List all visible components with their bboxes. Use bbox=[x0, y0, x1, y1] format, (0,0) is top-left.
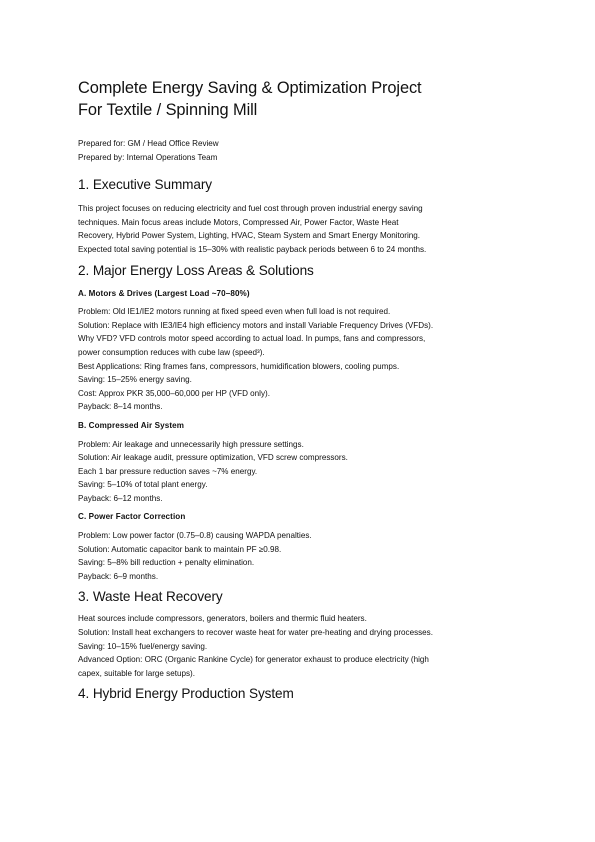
section-hybrid-energy bbox=[78, 685, 523, 703]
paragraph bbox=[78, 438, 523, 506]
text-line: Each 1 bar pressure reduction saves ~7% energy. bbox=[78, 466, 258, 476]
text-line: Recovery, Hybrid Power System, Lighting, HVAC, Steam System and Smart Energy Monitoring. bbox=[78, 231, 421, 241]
title-line-1: Complete Energy Saving & Optimization Project bbox=[78, 79, 422, 97]
text-line: Solution: Install heat exchangers to recover waste heat for water pre-heating and drying processes. bbox=[78, 628, 433, 638]
paragraph bbox=[78, 202, 523, 256]
text-line: capex, suitable for large setups). bbox=[78, 668, 195, 678]
prepared-for: Prepared for: GM / Head Office Review bbox=[78, 139, 219, 148]
text-line: This project focuses on reducing electricity and fuel cost through proven industrial energy saving bbox=[78, 204, 423, 214]
section-heading: 3. Waste Heat Recovery bbox=[78, 589, 223, 605]
text-line: Problem: Old IE1/IE2 motors running at fixed speed even when full load is not required. bbox=[78, 307, 391, 317]
text-line: Heat sources include compressors, generators, boilers and thermic fluid heaters. bbox=[78, 614, 367, 624]
paragraph bbox=[78, 529, 523, 583]
text-line: Saving: 10–15% fuel/energy saving. bbox=[78, 641, 208, 651]
text-line: Saving: 15–25% energy saving. bbox=[78, 375, 192, 385]
section-executive-summary bbox=[78, 176, 523, 256]
text-line: Payback: 8–14 months. bbox=[78, 402, 163, 412]
text-line: Advanced Option: ORC (Organic Rankine Cycle) for generator exhaust to produce electricity (high bbox=[78, 655, 429, 665]
text-line: Cost: Approx PKR 35,000–60,000 per HP (VFD only). bbox=[78, 388, 270, 398]
subsection-heading: A. Motors & Drives (Largest Load ~70–80%) bbox=[78, 288, 250, 298]
text-line: techniques. Main focus areas include Motors, Compressed Air, Power Factor, Waste Heat bbox=[78, 217, 399, 227]
text-line: power consumption reduces with cube law (speed³). bbox=[78, 347, 265, 357]
subsection-power-factor bbox=[78, 510, 523, 583]
text-line: Why VFD? VFD controls motor speed according to actual load. In pumps, fans and compressors, bbox=[78, 334, 426, 344]
paragraph bbox=[78, 305, 523, 414]
text-line: Solution: Automatic capacitor bank to maintain PF ≥0.98. bbox=[78, 544, 282, 554]
text-line: Solution: Replace with IE3/IE4 high efficiency motors and install Variable Frequency Drives (VFDs). bbox=[78, 320, 434, 330]
section-heading: 4. Hybrid Energy Production System bbox=[78, 686, 294, 702]
text-line: Expected total saving potential is 15–30% with realistic payback periods between 6 to 24 months. bbox=[78, 244, 427, 254]
text-line: Best Applications: Ring frames fans, compressors, humidification blowers, cooling pumps. bbox=[78, 361, 400, 371]
document-meta bbox=[78, 137, 523, 164]
subsection-compressed-air bbox=[78, 419, 523, 506]
section-waste-heat-recovery bbox=[78, 588, 523, 680]
text-line: Problem: Air leakage and unnecessarily high pressure settings. bbox=[78, 439, 304, 449]
text-line: Payback: 6–12 months. bbox=[78, 493, 163, 503]
text-line: Saving: 5–8% bill reduction + penalty elimination. bbox=[78, 558, 255, 568]
section-energy-loss-areas bbox=[78, 262, 523, 584]
subsection-heading: B. Compressed Air System bbox=[78, 420, 185, 430]
text-line: Payback: 6–9 months. bbox=[78, 571, 159, 581]
text-line: Saving: 5–10% of total plant energy. bbox=[78, 480, 208, 490]
section-heading: 2. Major Energy Loss Areas & Solutions bbox=[78, 262, 314, 278]
text-line: Solution: Air leakage audit, pressure optimization, VFD screw compressors. bbox=[78, 453, 348, 463]
subsection-motors-drives bbox=[78, 287, 523, 414]
subsection-heading: C. Power Factor Correction bbox=[78, 512, 186, 522]
text-line: Problem: Low power factor (0.75–0.8) causing WAPDA penalties. bbox=[78, 531, 312, 541]
paragraph bbox=[78, 612, 523, 680]
prepared-by: Prepared by: Internal Operations Team bbox=[78, 152, 218, 162]
title-line-2: For Textile / Spinning Mill bbox=[78, 100, 258, 119]
section-heading: 1. Executive Summary bbox=[78, 177, 212, 193]
document-title bbox=[78, 78, 523, 121]
document-page bbox=[78, 78, 523, 703]
